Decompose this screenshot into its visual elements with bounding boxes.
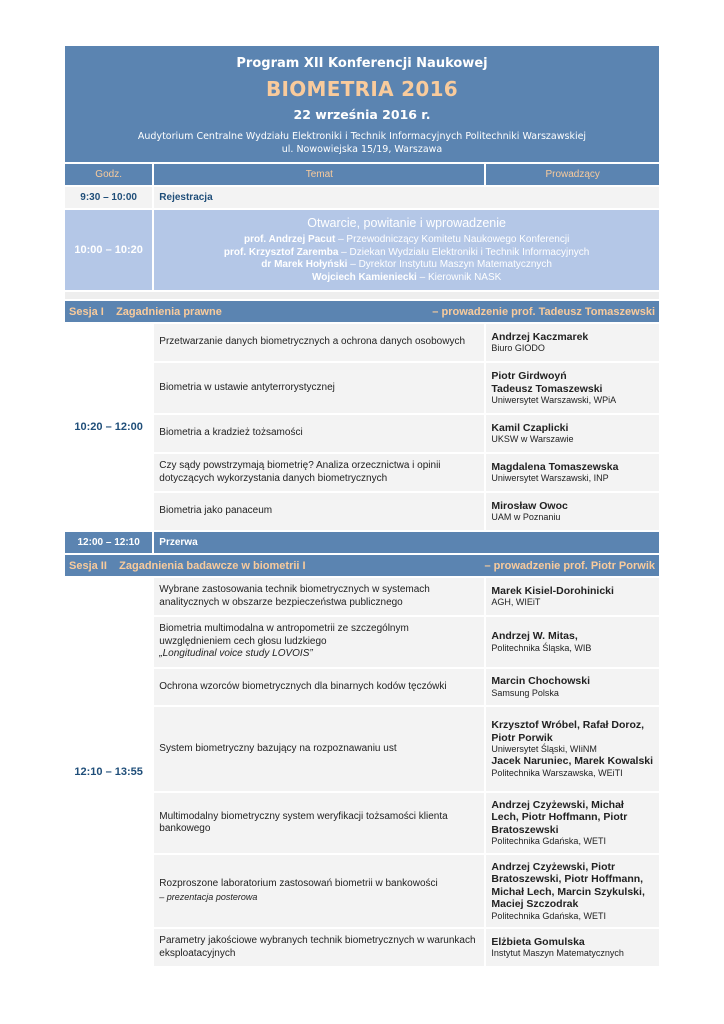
session2-title: Sesja II Zagadnienia badawcze w biometrii I xyxy=(69,559,306,572)
talk-row xyxy=(65,454,659,491)
speaker-name: Kamil Czaplicki xyxy=(491,421,569,434)
speaker-name: Andrzej Czyżewski, Piotr Bratoszewski, Piotr Hoffmann, Michał Lech, Marcin Szykulski, Maciej Szczodrak xyxy=(491,860,645,910)
registration-row xyxy=(65,187,659,208)
spacer-cell xyxy=(65,292,659,299)
talk-row xyxy=(65,324,659,361)
speaker-name: Piotr Girdwoyń xyxy=(491,370,567,382)
session2-bar xyxy=(65,555,659,576)
opening-name: dr Marek Hołyński xyxy=(261,259,348,270)
session2-time: 12:10 – 13:55 xyxy=(65,578,152,966)
speaker-name: Magdalena Tomaszewska xyxy=(491,460,619,473)
conference-line: Program XII Konferencji Naukowej xyxy=(236,56,488,71)
speaker-name: Marcin Chochowski xyxy=(491,675,590,688)
speaker-name: Andrzej Czyżewski, Michał Lech, Piotr Hoffmann, Piotr Bratoszewski xyxy=(491,798,628,836)
speaker-affiliation: Politechnika Warszawska, WEiTI xyxy=(491,767,623,778)
talk-row xyxy=(65,707,659,791)
opening-line xyxy=(154,272,659,285)
col-speaker-header: Prowadzący xyxy=(486,164,659,185)
talk-row xyxy=(65,493,659,530)
col-time-header: Godz. xyxy=(65,164,152,185)
opening-role: – Dyrektor Instytutu Maszyn Matematycznych xyxy=(350,259,552,270)
header-banner xyxy=(65,46,659,162)
talk-row xyxy=(65,578,659,615)
opening-line xyxy=(154,234,659,247)
speaker-name: Jacek Naruniec, Marek Kowalski xyxy=(491,755,654,768)
session1-title: Sesja I Zagadnienia prawne xyxy=(69,305,222,318)
talk-row xyxy=(65,669,659,705)
opening-block xyxy=(154,210,659,290)
talk-speaker xyxy=(486,415,659,452)
speaker-affiliation: Politechnika Gdańska, WETI xyxy=(491,910,606,921)
program-page xyxy=(65,46,659,968)
speaker-name: Mirosław Owoc xyxy=(491,499,568,512)
break-label: Przerwa xyxy=(154,532,659,553)
speaker-name: Andrzej Kaczmarek xyxy=(491,330,589,343)
talk-topic xyxy=(154,617,484,667)
opening-row xyxy=(65,210,659,290)
talk-speaker xyxy=(486,493,659,530)
talk-speaker xyxy=(486,793,659,853)
opening-line xyxy=(154,247,659,260)
speaker-affiliation: Biuro GIODO xyxy=(491,343,545,354)
speaker-name: Andrzej W. Mitas, xyxy=(491,630,578,643)
talk-row xyxy=(65,363,659,413)
speaker-name: Tadeusz Tomaszewski xyxy=(491,382,603,395)
opening-name: prof. Krzysztof Zaremba xyxy=(223,246,339,258)
opening-title: Otwarcie, powitanie i wprowadzenie xyxy=(307,216,506,230)
speaker-affiliation: Uniwersytet Warszawski, WPiA xyxy=(491,395,617,405)
speaker-affiliation: Instytut Maszyn Matematycznych xyxy=(491,948,624,959)
talk-topic: Parametry jakościowe wybranych technik biometrycznych w warunkach eksploatacyjnych xyxy=(154,929,484,966)
session1-chair: – prowadzenie prof. Tadeusz Tomaszewski xyxy=(432,305,655,318)
session1-header xyxy=(65,301,659,322)
speaker-name: Elżbieta Gomulska xyxy=(491,935,585,948)
talk-speaker xyxy=(486,454,659,491)
session1-time: 10:20 – 12:00 xyxy=(65,324,152,530)
talk-topic: System biometryczny bazujący na rozpoznawaniu ust xyxy=(154,707,484,791)
opening-role: – Kierownik NASK xyxy=(419,271,502,283)
conference-title: BIOMETRIA 2016 xyxy=(265,77,459,101)
opening-name: Wojciech Kamieniecki xyxy=(311,271,417,283)
speaker-affiliation: Uniwersytet Śląski, WIiNM xyxy=(491,744,597,755)
talk-topic-note: – prezentacja posterowa xyxy=(159,891,258,902)
opening-time: 10:00 – 10:20 xyxy=(65,210,152,290)
talk-topic: Biometria a kradzież tożsamości xyxy=(154,415,484,452)
talk-speaker xyxy=(486,669,659,705)
speaker-name: Marek Kisiel-Dorohinicki xyxy=(491,584,614,597)
opening-line xyxy=(154,259,659,272)
opening-role: – Przewodniczący Komitetu Naukowego Konferencji xyxy=(338,234,570,245)
talk-topic: Czy sądy powstrzymają biometrię? Analiza orzecznictwa i opinii dotyczących wykorzystania danych biometrycznych xyxy=(154,454,484,491)
speaker-name: Krzysztof Wróbel, Rafał Doroz, Piotr Porwik xyxy=(491,719,645,744)
talk-topic-title: „Longitudinal voice study LOVOIS” xyxy=(159,648,313,660)
column-header-row xyxy=(65,164,659,185)
speaker-affiliation: UAM w Poznaniu xyxy=(491,512,561,523)
session2-header xyxy=(65,555,659,576)
talk-row xyxy=(65,617,659,667)
talk-topic: Przetwarzanie danych biometrycznych a ochrona danych osobowych xyxy=(154,324,484,361)
registration-time: 9:30 – 10:00 xyxy=(65,187,152,208)
session1-bar xyxy=(65,301,659,322)
talk-speaker xyxy=(486,617,659,667)
talk-speaker xyxy=(486,324,659,361)
talk-topic: Biometria w ustawie antyterrorystycznej xyxy=(154,363,484,413)
talk-topic: Ochrona wzorców biometrycznych dla binarnych kodów tęczówki xyxy=(154,669,484,705)
talk-topic-text: Biometria multimodalna w antropometrii ze szczególnym uwzględnieniem cech głosu ludzkiego xyxy=(159,623,409,647)
talk-speaker xyxy=(486,363,659,413)
session2-chair: – prowadzenie prof. Piotr Porwik xyxy=(484,559,655,572)
speaker-affiliation: Politechnika Śląska, WIB xyxy=(491,642,592,653)
col-topic-header: Temat xyxy=(154,164,484,185)
break-time: 12:00 – 12:10 xyxy=(65,532,152,553)
speaker-affiliation: Politechnika Gdańska, WETI xyxy=(491,836,606,847)
speaker-affiliation: AGH, WIEiT xyxy=(491,597,541,608)
talk-speaker xyxy=(486,855,659,927)
venue: Audytorium Centralne Wydziału Elektroniki i Technik Informacyjnych Politechniki Warszawskiej xyxy=(137,131,587,142)
talk-topic: Multimodalny biometryczny system weryfikacji tożsamości klienta bankowego xyxy=(154,793,484,853)
speaker-affiliation: Samsung Polska xyxy=(491,687,559,698)
spacer-row xyxy=(65,292,659,299)
talk-speaker xyxy=(486,578,659,615)
talk-speaker xyxy=(486,929,659,966)
speaker-affiliation: UKSW w Warszawie xyxy=(491,434,574,445)
talk-row xyxy=(65,793,659,853)
talk-topic xyxy=(154,855,484,927)
talk-row xyxy=(65,929,659,966)
program-table xyxy=(63,162,661,968)
break-row xyxy=(65,532,659,553)
address: ul. Nowowiejska 15/19, Warszawa xyxy=(281,144,443,155)
talk-speaker xyxy=(486,707,659,791)
speaker-affiliation: Uniwersytet Warszawski, INP xyxy=(491,473,609,484)
talk-row xyxy=(65,415,659,452)
registration-label: Rejestracja xyxy=(154,187,659,208)
talk-topic: Wybrane zastosowania technik biometrycznych w systemach analitycznych w obszarze bezpieczeństwa publicznego xyxy=(154,578,484,615)
opening-role: – Dziekan Wydziału Elektroniki i Technik Informacyjnych xyxy=(341,246,590,258)
opening-name: prof. Andrzej Pacut xyxy=(243,234,336,245)
talk-topic-text: Rozproszone laboratorium zastosowań biometrii w bankowości xyxy=(159,878,438,889)
talk-topic: Biometria jako panaceum xyxy=(154,493,484,530)
talk-row xyxy=(65,855,659,927)
conference-date: 22 września 2016 r. xyxy=(293,107,431,122)
